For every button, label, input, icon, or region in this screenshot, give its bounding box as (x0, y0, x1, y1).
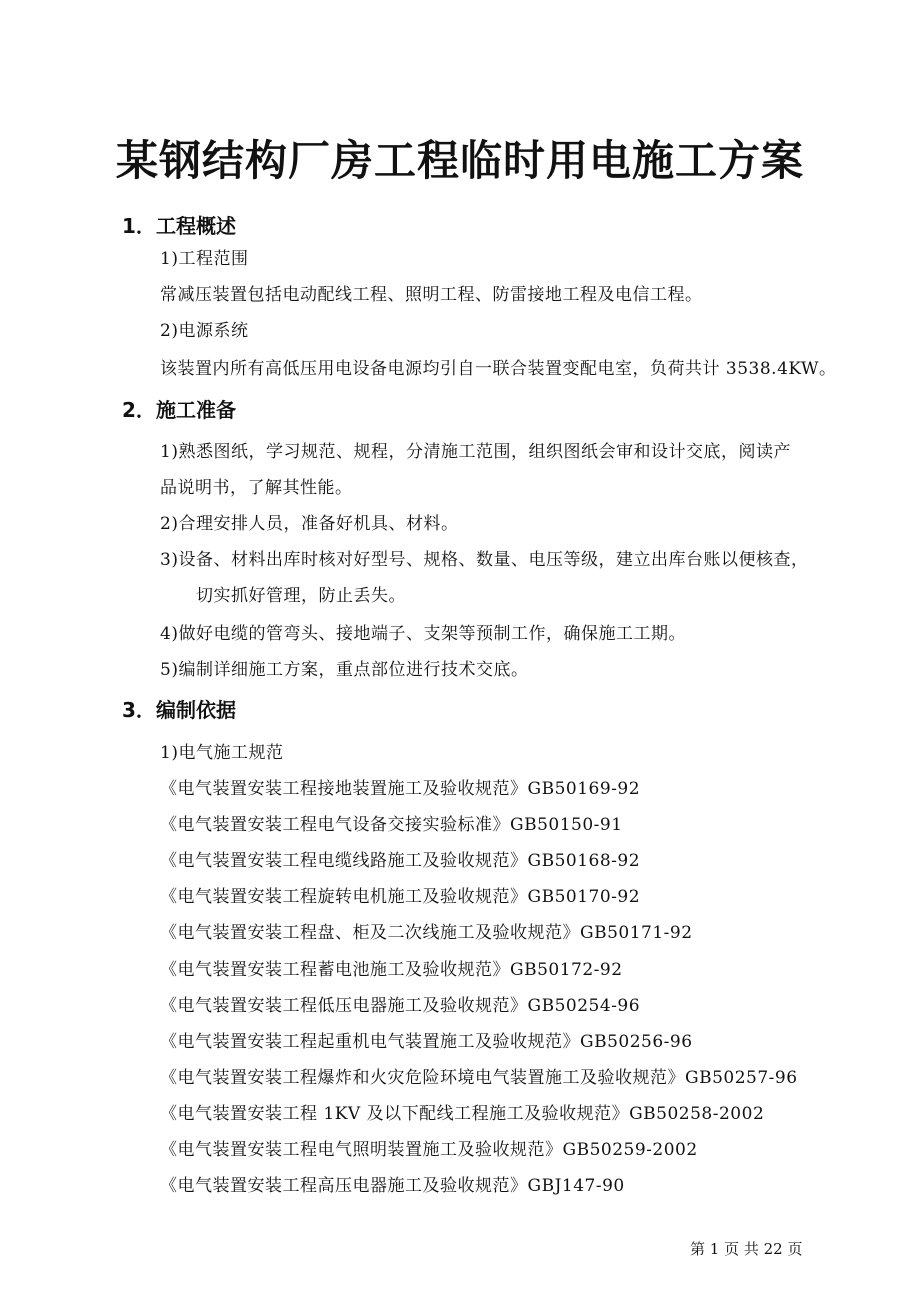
standard-reference: 《电气装置安装工程蓄电池施工及验收规范》GB50172-92 (160, 960, 623, 980)
paragraph-line: 1)电气施工规范 (160, 743, 284, 763)
section-number: 1． (122, 214, 156, 238)
paragraph-line: 3)设备、材料出库时核对好型号、规格、数量、电压等级，建立出库台账以便核查， (160, 550, 809, 570)
section-number: 2． (122, 398, 156, 422)
standard-reference: 《电气装置安装工程接地装置施工及验收规范》GB50169-92 (160, 779, 641, 799)
paragraph-line: 该装置内所有高低压用电设备电源均引自一联合装置变配电室，负荷共计 3538.4KW。 (160, 359, 837, 379)
standard-reference: 《电气装置安装工程起重机电气装置施工及验收规范》GB50256-96 (160, 1032, 693, 1052)
document-title: 某钢结构厂房工程临时用电施工方案 (115, 136, 804, 185)
standard-reference: 《电气装置安装工程爆炸和火灾危险环境电气装置施工及验收规范》GB50257-96 (160, 1068, 798, 1088)
paragraph-line: 2)合理安排人员，准备好机具、材料。 (160, 514, 459, 534)
standard-reference: 《电气装置安装工程高压电器施工及验收规范》GBJ147-90 (160, 1176, 625, 1196)
paragraph-line: 2)电源系统 (160, 321, 249, 341)
standard-reference: 《电气装置安装工程电气照明装置施工及验收规范》GB50259-2002 (160, 1140, 698, 1160)
section-heading-overview (122, 210, 236, 239)
standard-reference: 《电气装置安装工程旋转电机施工及验收规范》GB50170-92 (160, 887, 641, 907)
section-title: 编制依据 (156, 698, 236, 722)
standard-reference: 《电气装置安装工程电气设备交接实验标准》GB50150-91 (160, 815, 623, 835)
paragraph-line: 1)工程范围 (160, 249, 249, 269)
standard-reference: 《电气装置安装工程低压电器施工及验收规范》GB50254-96 (160, 996, 641, 1016)
section-heading-preparation (122, 394, 236, 423)
standard-reference: 《电气装置安装工程盘、柜及二次线施工及验收规范》GB50171-92 (160, 923, 693, 943)
paragraph-line: 切实抓好管理，防止丢失。 (196, 586, 406, 606)
section-title: 工程概述 (156, 214, 236, 238)
paragraph-line: 4)做好电缆的管弯头、接地端子、支架等预制工作，确保施工工期。 (160, 624, 686, 644)
standard-reference: 《电气装置安装工程 1KV 及以下配线工程施工及验收规范》GB50258-2002 (160, 1104, 765, 1124)
section-number: 3． (122, 698, 156, 722)
page-number-footer: 第 1 页 共 22 页 (690, 1240, 803, 1258)
paragraph-line: 品说明书，了解其性能。 (160, 478, 353, 498)
standard-reference: 《电气装置安装工程电缆线路施工及验收规范》GB50168-92 (160, 851, 641, 871)
paragraph-line: 1)熟悉图纸，学习规范、规程，分清施工范围，组织图纸会审和设计交底，阅读产 (160, 442, 791, 462)
paragraph-line: 常减压装置包括电动配线工程、照明工程、防雷接地工程及电信工程。 (160, 285, 703, 305)
section-title: 施工准备 (156, 398, 236, 422)
paragraph-line: 5)编制详细施工方案，重点部位进行技术交底。 (160, 660, 529, 680)
section-heading-basis (122, 694, 236, 723)
